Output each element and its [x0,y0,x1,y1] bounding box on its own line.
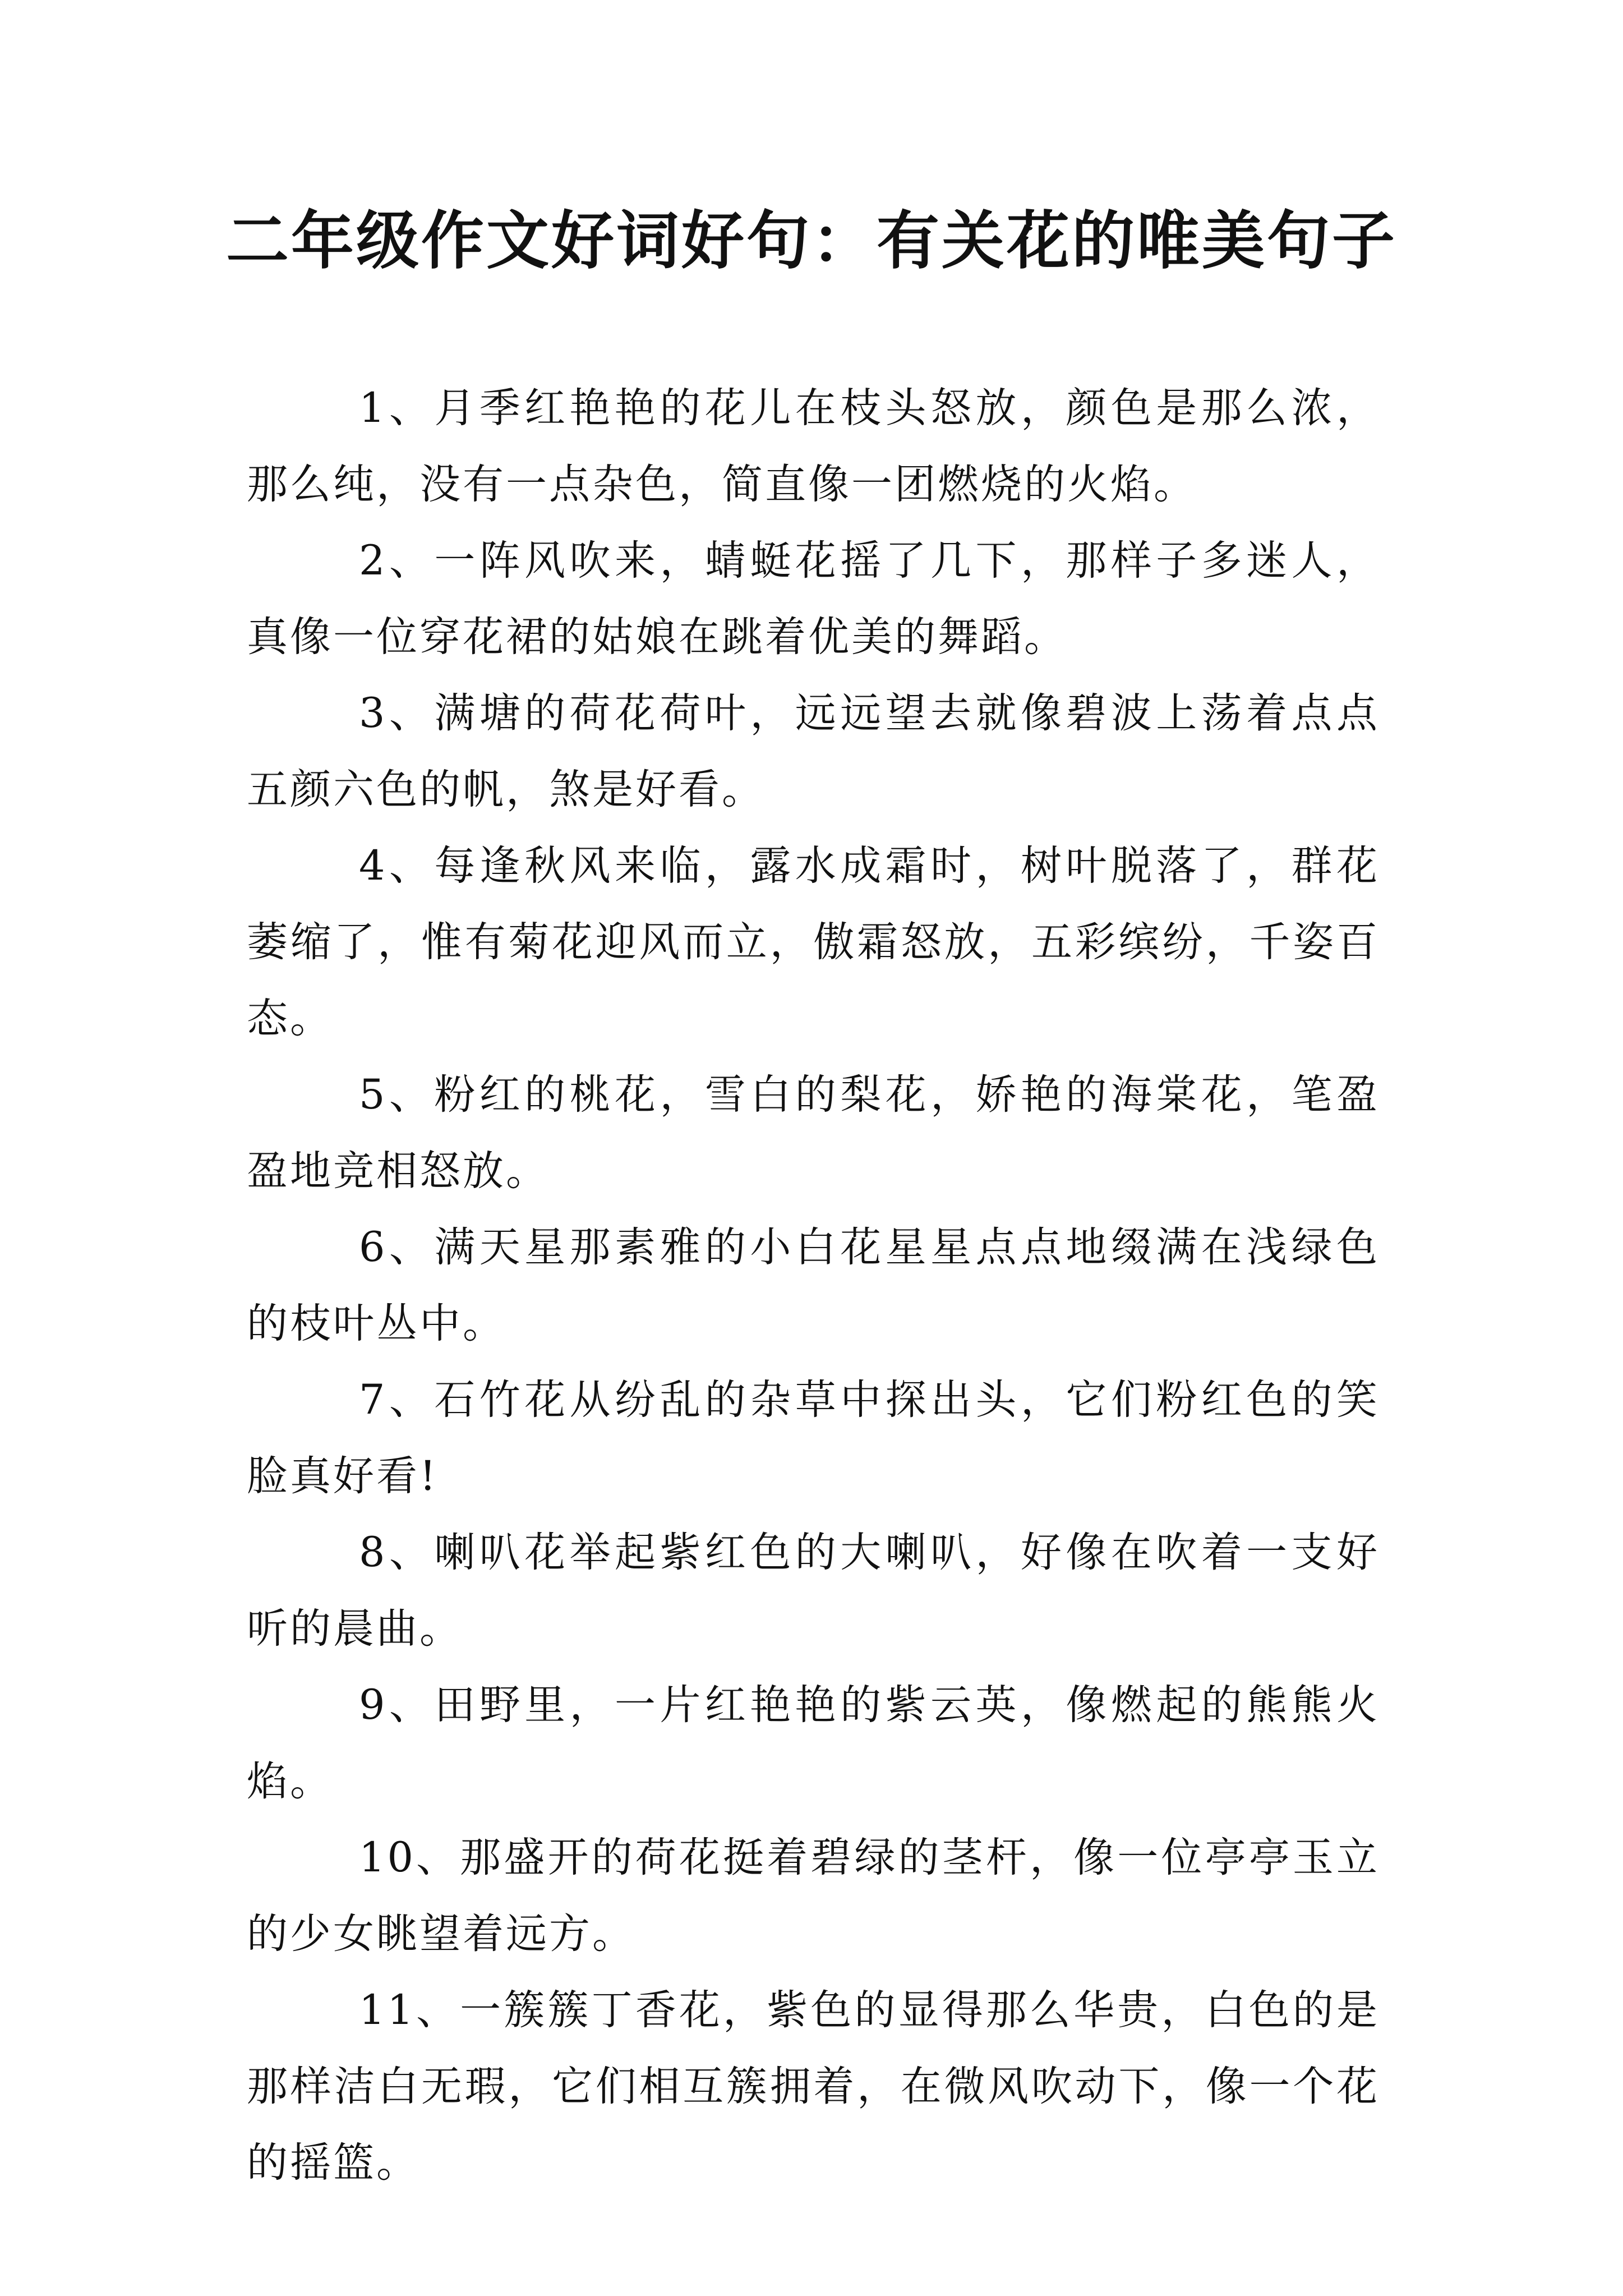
paragraph-6: 6、满天星那素雅的小白花星星点点地缀满在浅绿色的枝叶丛中。 [247,1223,1380,1347]
paragraph-3: 3、满塘的荷花荷叶，远远望去就像碧波上荡着点点五颜六色的帆，煞是好看。 [247,689,1380,813]
paragraph-8: 8、喇叭花举起紫红色的大喇叭，好像在吹着一支好听的晨曲。 [247,1529,1380,1653]
paragraph-10: 10、那盛开的荷花挺着碧绿的茎杆，像一位亭亭玉立的少女眺望着远方。 [247,1834,1380,1958]
paragraph-9: 9、田野里，一片红艳艳的紫云英，像燃起的熊熊火焰。 [247,1681,1380,1805]
document-title: 二年级作文好词好句：有关花的唯美句子 [226,205,1397,278]
paragraph-7: 7、石竹花从纷乱的杂草中探出头，它们粉红色的笑脸真好看! [247,1376,1380,1500]
paragraph-4: 4、每逢秋风来临，露水成霜时，树叶脱落了，群花萎缩了，惟有菊花迎风而立，傲霜怒放，五彩缤纷，千姿百态。 [247,842,1380,1042]
document-body [247,370,1380,2201]
paragraph-2: 2、一阵风吹来，蜻蜓花摇了几下，那样子多迷人，真像一位穿花裙的姑娘在跳着优美的舞蹈。 [247,537,1380,661]
paragraph-1: 1、月季红艳艳的花儿在枝头怒放，颜色是那么浓，那么纯，没有一点杂色，简直像一团燃烧的火焰。 [247,384,1380,508]
paragraph-5: 5、粉红的桃花，雪白的梨花，娇艳的海棠花，笔盈盈地竞相怒放。 [247,1071,1380,1195]
paragraph-11: 11、一簇簇丁香花，紫色的显得那么华贵，白色的是那样洁白无瑕，它们相互簇拥着，在微风吹动下，像一个花的摇篮。 [247,1986,1380,2187]
